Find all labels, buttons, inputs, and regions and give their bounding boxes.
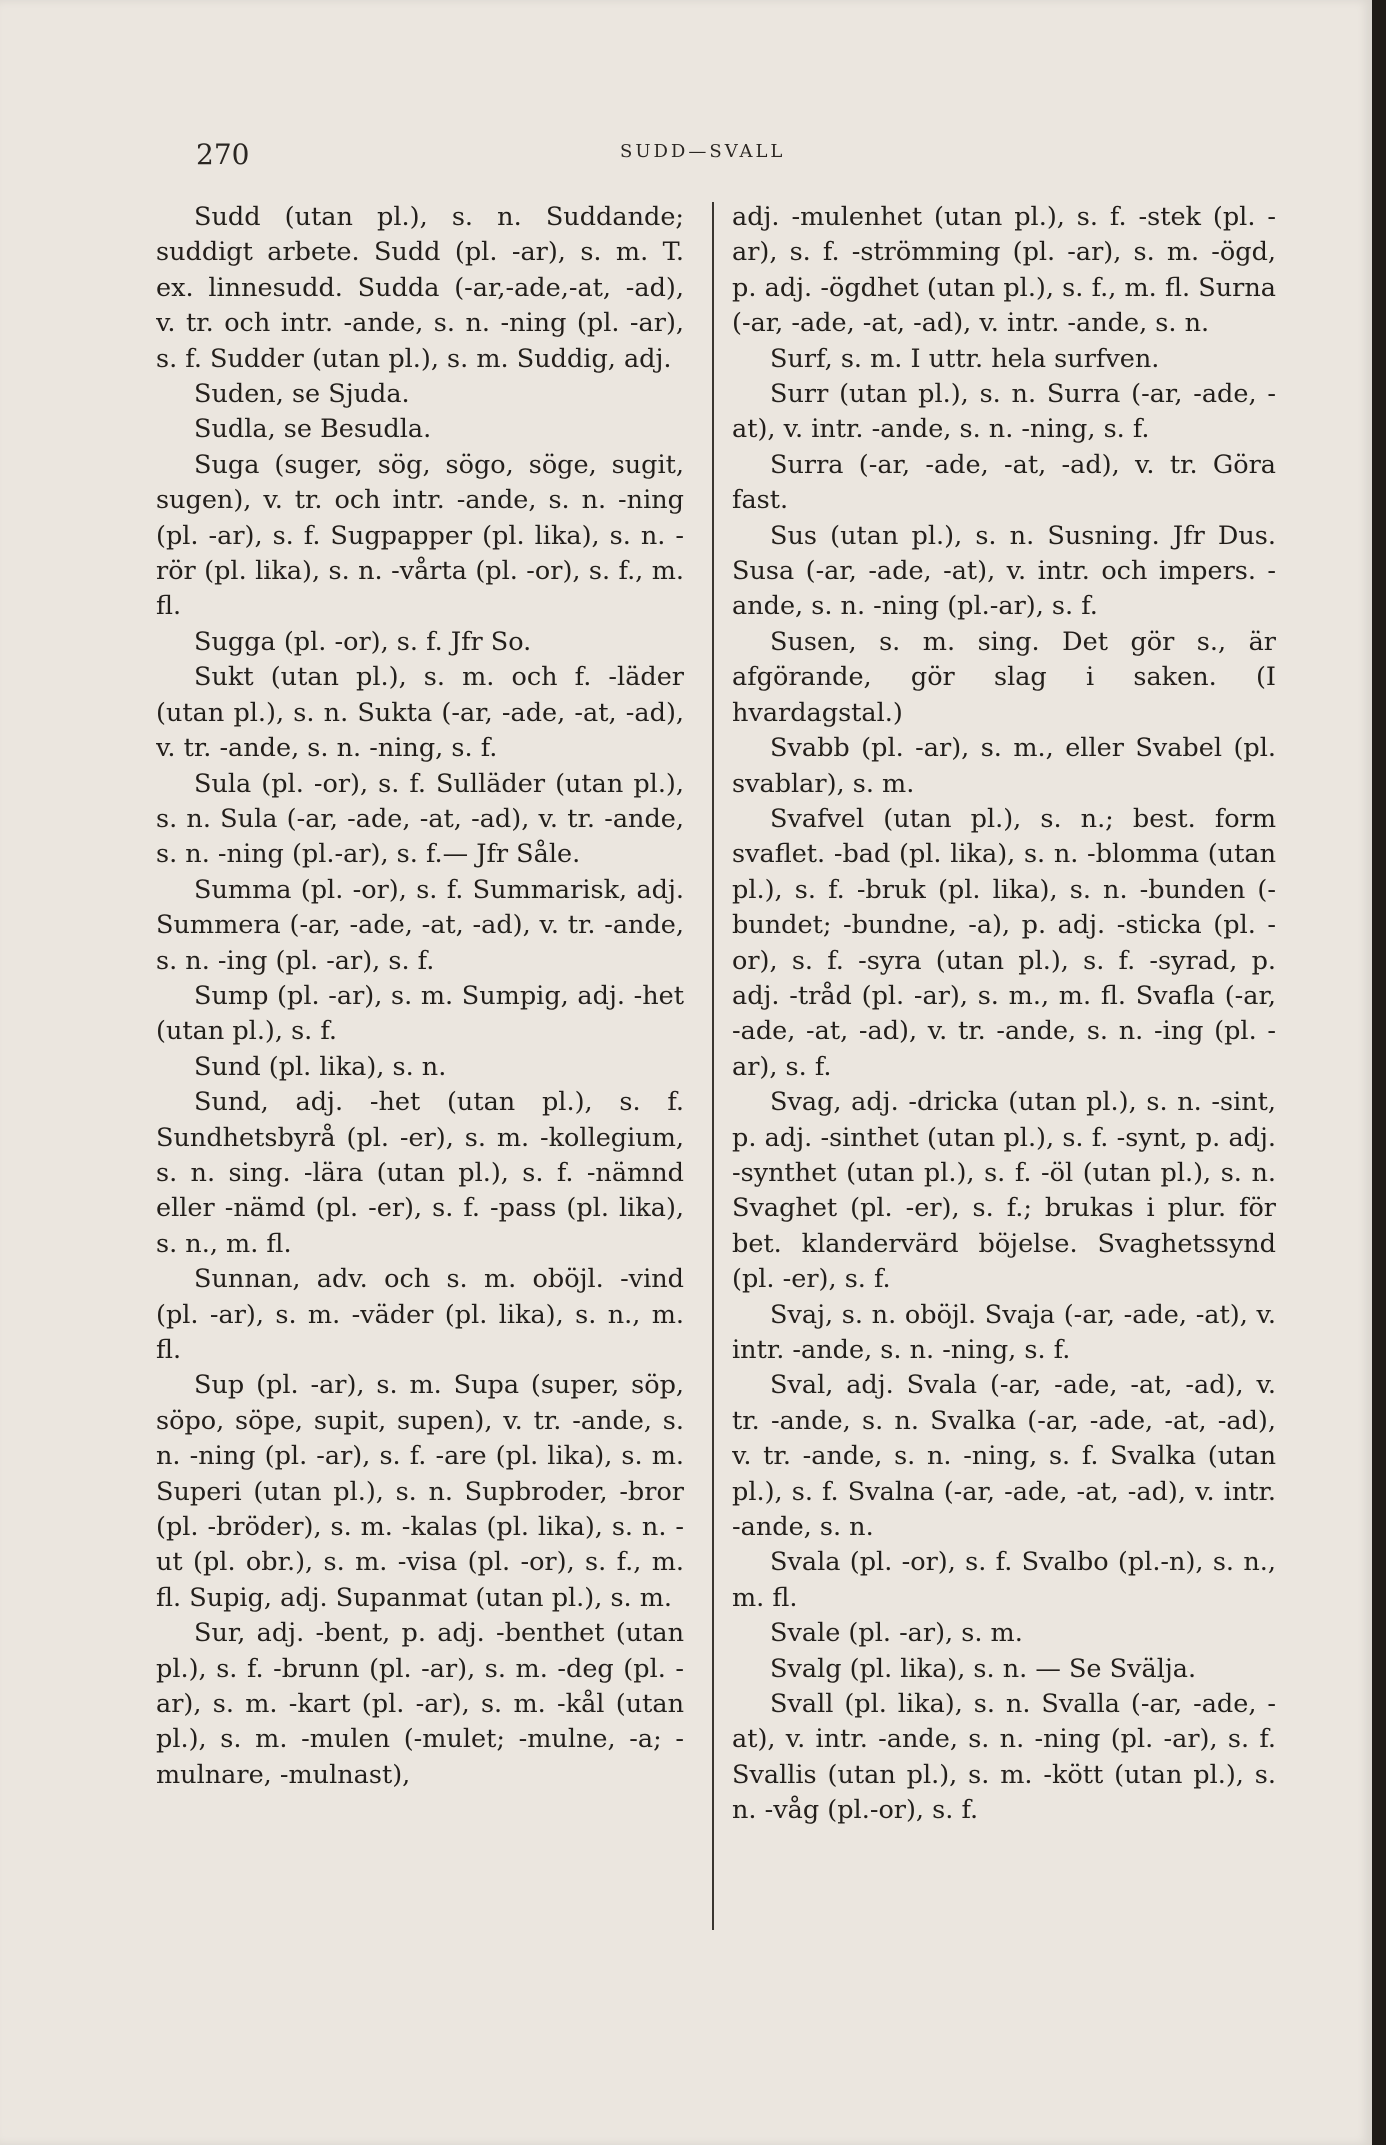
entry-svalg: Svalg (pl. lika), s. n. — Se Svälja. bbox=[770, 1653, 1197, 1684]
entry-svaj: Svaj, s. n. oböjl. Svaja (-ar, -ade, -at), v. intr. -ande, s. n. -ning, s. f. bbox=[732, 1299, 1276, 1365]
entry-svag: Svag, adj. -dricka (utan pl.), s. n. -sint, p. adj. -sinthet (utan pl.), s. f. -synt, p. adj. -synthet (utan pl.), s. f. -öl (utan pl.), s. n. Svaghet (pl. -er), s. f.; brukas i plur. för bet. klandervärd böjelse. Svaghetssynd (pl. -er), s. f. bbox=[732, 1087, 1276, 1295]
entry-svabb: Svabb (pl. -ar), s. m., eller Svabel (pl. svablar), s. m. bbox=[732, 733, 1276, 799]
entry-suden: Suden, se Sjuda. bbox=[194, 379, 410, 410]
entry-sus: Sus (utan pl.), s. n. Susning. Jfr Dus. Susa (-ar, -ade, -at), v. intr. och impers. -ande, s. n. -ning (pl.-ar), s. f. bbox=[732, 520, 1276, 622]
entry-sump: Sump (pl. -ar), s. m. Sumpig, adj. -het (utan pl.), s. f. bbox=[156, 980, 684, 1047]
entry-sund-adj: Sund, adj. -het (utan pl.), s. f. Sundhetsbyrå (pl. -er), s. m. -kollegium, s. n. sing. -lära (utan pl.), s. f. -nämnd eller -nämd (pl. -er), s. f. -pass (pl. lika), s. n., m. fl. bbox=[156, 1087, 684, 1259]
page-edge bbox=[1372, 0, 1386, 2145]
entry-sunnan: Sunnan, adv. och s. m. oböjl. -vind (pl. -ar), s. m. -väder (pl. lika), s. n., m. fl. bbox=[156, 1264, 684, 1365]
entry-sudla: Sudla, se Besudla. bbox=[194, 414, 432, 445]
entry-sur: Sur, adj. -bent, p. adj. -benthet (utan pl.), s. f. -brunn (pl. -ar), s. m. -deg (pl. -ar), s. m. -kart (pl. -ar), s. m. -kål (utan pl.), s. m. -mulen (-mulet; -mulne, -a; -mulnare, -mulnast), bbox=[156, 1618, 684, 1790]
entry-summa: Summa (pl. -or), s. f. Summarisk, adj. Summera (-ar, -ade, -at, -ad), v. tr. -ande, s. n. -ing (pl. -ar), s. f. bbox=[156, 874, 684, 976]
column-divider bbox=[712, 202, 714, 1930]
entry-sund-noun: Sund (pl. lika), s. n. bbox=[194, 1051, 447, 1082]
entry-sula: Sula (pl. -or), s. f. Sulläder (utan pl.), s. n. Sula (-ar, -ade, -at, -ad), v. tr. -ande, s. n. -ning (pl.-ar), s. f.— Jfr Såle. bbox=[156, 768, 684, 870]
entry-svall: Svall (pl. lika), s. n. Svalla (-ar, -ade, -at), v. intr. -ande, s. n. -ning (pl. -ar), s. f. Svallis (utan pl.), s. m. -kött (utan pl.), s. n. -våg (pl.-or), s. f. bbox=[732, 1689, 1276, 1826]
entry-sup: Sup (pl. -ar), s. m. Supa (super, söp, söpo, söpe, supit, supen), v. tr. -ande, s. n. -ning (pl. -ar), s. f. -are (pl. lika), s. m. Superi (utan pl.), s. n. Supbroder, -bror (pl. -bröder), s. m. -kalas (pl. lika), s. n. -ut (pl. obr.), s. m. -visa (pl. -or), s. f., m. fl. Supig, adj. Supanmat (utan pl.), s. m. bbox=[156, 1370, 684, 1613]
page-number: 270 bbox=[196, 138, 250, 171]
entry-svala: Svala (pl. -or), s. f. Svalbo (pl.-n), s. n., m. fl. bbox=[732, 1547, 1276, 1613]
entry-suga: Suga (suger, sög, sögo, söge, sugit, sugen), v. tr. och intr. -ande, s. n. -ning (pl. -ar), s. f. Sugpapper (pl. lika), s. n. -rör (pl. lika), s. n. -vårta (pl. -or), s. f., m. fl. bbox=[156, 449, 684, 622]
right-column bbox=[732, 200, 1276, 1940]
entry-sur-continued: adj. -mulenhet (utan pl.), s. f. -stek (pl. -ar), s. f. -strömming (pl. -ar), s. m. -ögd, p. adj. -ögdhet (utan pl.), s. f., m. fl. Surna (-ar, -ade, -at, -ad), v. intr. -ande, s. n. bbox=[732, 202, 1276, 339]
left-column bbox=[156, 200, 684, 1940]
entry-svale: Svale (pl. -ar), s. m. bbox=[770, 1618, 1023, 1649]
running-head: SUDD—SVALL bbox=[620, 141, 786, 162]
entry-sudd: Sudd (utan pl.), s. n. Suddande; suddigt arbete. Sudd (pl. -ar), s. m. T. ex. linnesudd. Sudda (-ar,-ade,-at, -ad), v. tr. och intr. -ande, s. n. -ning (pl. -ar), s. f. Sudder (utan pl.), s. m. Suddig, adj. bbox=[156, 202, 684, 374]
entry-svafvel: Svafvel (utan pl.), s. n.; best. form svaflet. -bad (pl. lika), s. n. -blomma (utan pl.), s. f. -bruk (pl. lika), s. n. -bunden (-bundet; -bundne, -a), p. adj. -sticka (pl. -or), s. f. -syra (utan pl.), s. f. -syrad, p. adj. -tråd (pl. -ar), s. m., m. fl. Svafla (-ar, -ade, -at, -ad), v. tr. -ande, s. n. -ing (pl. -ar), s. f. bbox=[732, 803, 1276, 1082]
entry-susen: Susen, s. m. sing. Det gör s., är afgörande, gör slag i saken. (I hvardagstal.) bbox=[732, 626, 1276, 728]
entry-surra: Surra (-ar, -ade, -at, -ad), v. tr. Göra fast. bbox=[732, 449, 1276, 516]
entry-surf: Surf, s. m. I uttr. hela surfven. bbox=[770, 343, 1160, 374]
entry-surr: Surr (utan pl.), s. n. Surra (-ar, -ade, -at), v. intr. -ande, s. n. -ning, s. f. bbox=[732, 379, 1276, 445]
entry-sval: Sval, adj. Svala (-ar, -ade, -at, -ad), v. tr. -ande, s. n. Svalka (-ar, -ade, -at, -ad), v. tr. -ande, s. n. -ning, s. f. Svalka (utan pl.), s. f. Svalna (-ar, -ade, -at, -ad), v. intr. -ande, s. n. bbox=[732, 1370, 1276, 1543]
entry-sugga: Sugga (pl. -or), s. f. Jfr So. bbox=[194, 626, 532, 657]
entry-sukt: Sukt (utan pl.), s. m. och f. -läder (utan pl.), s. n. Sukta (-ar, -ade, -at, -ad), v. tr. -ande, s. n. -ning, s. f. bbox=[156, 662, 684, 764]
